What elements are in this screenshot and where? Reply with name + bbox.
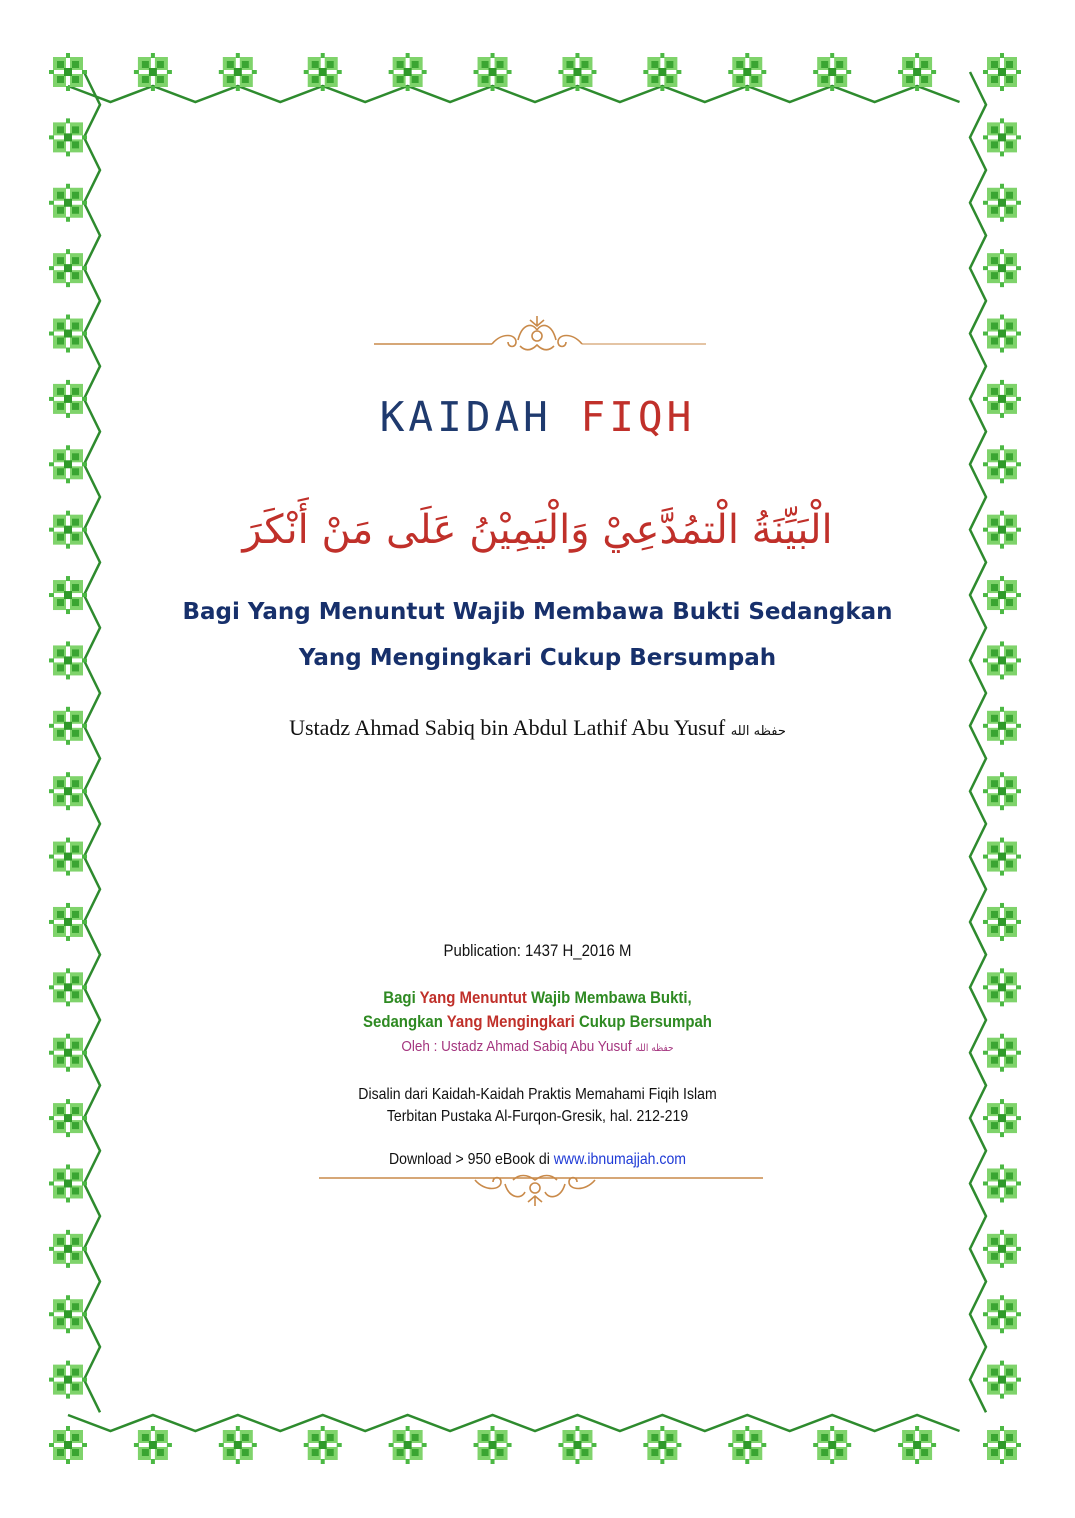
clover-icon [983, 53, 1021, 91]
publisher-line: Terbitan Pustaka Al-Furqon-Gresik, hal. 212-219 [386, 1108, 689, 1125]
clover-icon [134, 1426, 172, 1464]
oleh-author-line [54, 1036, 1022, 1060]
clover-icon [983, 838, 1021, 876]
subtitle-line-1: Bagi Yang Menuntut Wajib Membawa Bukti Sedangkan [182, 599, 893, 625]
arabic-title: الْبَيِّنَةُ الْتمُدَّعِيْ وَالْيَمِيْنُ عَلَى مَنْ أَنْكَرَ [242, 507, 833, 553]
clover-icon [49, 772, 87, 810]
clover-icon [49, 184, 87, 222]
clover-icon [813, 1426, 851, 1464]
publication-info: Publication: 1437 H_2016 M [443, 941, 632, 960]
colored-line2-part1: Sedangkan [363, 1012, 447, 1031]
author-honorific: حفظه الله [730, 724, 786, 739]
bottom-ornament-divider [315, 1170, 765, 1210]
clover-icon [983, 1361, 1021, 1399]
clover-icon [49, 118, 87, 156]
clover-icon [49, 838, 87, 876]
clover-icon [983, 445, 1021, 483]
cover-title [0, 392, 1075, 442]
clover-icon [49, 1230, 87, 1268]
clover-icon [558, 1426, 596, 1464]
clover-icon [49, 903, 87, 941]
subtitle-line-2: Yang Mengingkari Cukup Bersumpah [298, 645, 777, 671]
oleh-honorific: حفظه الله [635, 1043, 674, 1054]
title-fiqh: FIQH [580, 393, 696, 441]
clover-icon [983, 903, 1021, 941]
clover-icon [898, 1426, 936, 1464]
clover-icon [983, 1426, 1021, 1464]
colored-line1-part1: Bagi [383, 988, 420, 1007]
title-kaidah: KAIDAH [379, 393, 581, 441]
clover-icon [983, 1295, 1021, 1333]
clover-icon [728, 1426, 766, 1464]
author-line [0, 712, 1075, 748]
colored-title-line-1 [65, 986, 1011, 1010]
colored-line2-part2: Yang Mengingkari [446, 1012, 575, 1031]
clover-icon [219, 1426, 257, 1464]
clover-icon [49, 1295, 87, 1333]
clover-icon [49, 315, 87, 353]
source-book-line: Disalin dari Kaidah-Kaidah Praktis Memahami Fiqih Islam [358, 1086, 717, 1103]
clover-icon [983, 1230, 1021, 1268]
download-line [65, 1149, 1011, 1171]
download-prefix: Download > 950 eBook di [388, 1151, 554, 1168]
clover-icon [983, 184, 1021, 222]
clover-icon [983, 249, 1021, 287]
clover-icon [983, 772, 1021, 810]
clover-icon [49, 445, 87, 483]
clover-icon [49, 53, 87, 91]
colored-line1-part2: Yang Menuntut [419, 988, 527, 1007]
clover-icon [474, 1426, 512, 1464]
clover-icon [49, 1361, 87, 1399]
clover-icon [49, 1426, 87, 1464]
clover-icon [49, 249, 87, 287]
oleh-text: Oleh : Ustadz Ahmad Sabiq Abu Yusuf [401, 1038, 636, 1055]
colored-title-line-2 [65, 1010, 1011, 1034]
clover-icon [304, 1426, 342, 1464]
clover-icon [643, 1426, 681, 1464]
author-name: Ustadz Ahmad Sabiq bin Abdul Lathif Abu Yusuf [289, 715, 731, 740]
colored-line1-part3: Wajib Membawa Bukti, [526, 988, 692, 1007]
colored-line2-part3: Cukup Bersumpah [574, 1012, 712, 1031]
clover-icon [983, 118, 1021, 156]
top-ornament-divider [370, 312, 710, 352]
website-link[interactable]: www.ibnumajjah.com [553, 1151, 687, 1168]
clover-icon [389, 1426, 427, 1464]
clover-icon [983, 315, 1021, 353]
